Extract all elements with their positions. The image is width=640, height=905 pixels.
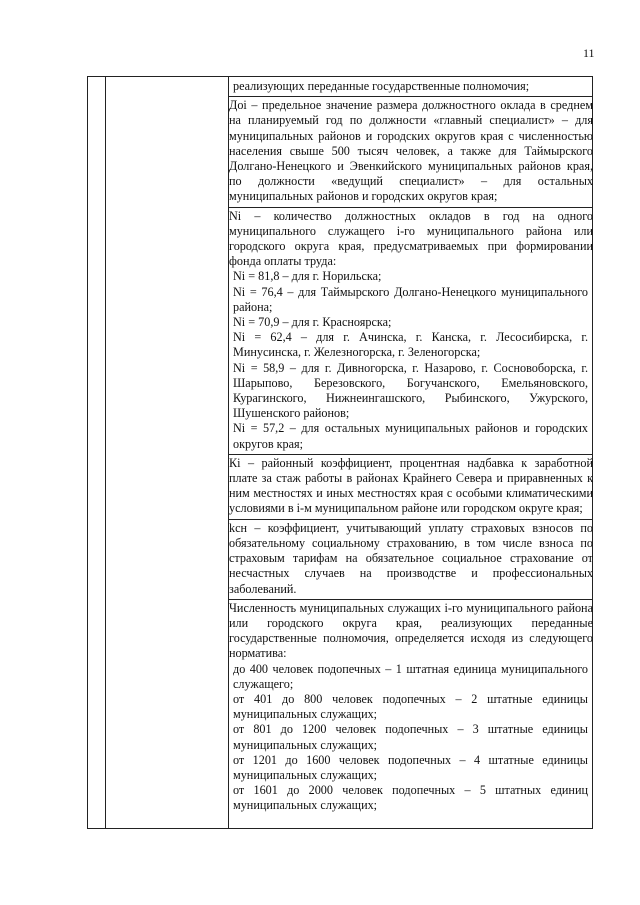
paragraph-doi: Доi – предельное значение размера должностного оклада в среднем на планируемый год по должности «главный специалист» – для муниципальных районов и городских округов края с численностью населения свыше 500 тысяч человек, а также для Таймырского Долгано-Ненецкого и Эвенкийского муниципальных районов края, по должности «ведущий специалист» – для остальных муниципальных районов и городских округов края; [229,98,593,204]
paragraph-staff-count: Численность муниципальных служащих i-го муниципального района или городского округа края, реализующих переданные государственные полномочия, определяется исходя из следующего норматива: [229,600,593,661]
paragraph-1: реализующих переданные государственные полномочия; [233,79,530,93]
paragraph-ki: Кi – районный коэффициент, процентная надбавка к заработной плате за стаж работы в районах Крайнего Севера и приравненных к ним местностях и иных местностях края с особыми климатическими условиями в i-м муниципальном районе или городском округе края; [229,455,593,516]
norm-4: от 1201 до 1600 человек подопечных – 4 штатные единицы муниципальных служащих; [233,752,588,782]
norm-2: от 401 до 800 человек подопечных – 2 штатные единицы муниципальных служащих; [233,691,588,722]
column-divider-1 [105,77,106,828]
ni-divnogorsk: Ni = 58,9 – для г. Дивногорска, г. Назарово, г. Сосновоборска, г. Шарыпово, Березовского, Богучанского, Емельяновского, Курагинского, Нижнеингашского, Рыбинского, Ужурского, Шушенского районов; [233,360,588,421]
ni-taimyr: Ni = 76,4 – для Таймырского Долгано-Ненецкого муниципального района; [233,284,588,314]
ni-norilsk: Ni = 81,8 – для г. Норильска; [233,269,382,284]
page-number: 11 [583,46,595,60]
norm-3: от 801 до 1200 человек подопечных – 3 штатные единицы муниципальных служащих; [233,722,588,752]
paragraph-ksn: kсн – коэффициент, учитывающий уплату страховых взносов по обязательному социальному страхованию, в том числе взноса по страховым тарифам на обязательное социальное страхование от несчастных случаев на производстве и профессиональных заболеваний. [229,520,593,596]
norm-1: до 400 человек подопечных – 1 штатная единица муниципального служащего; [233,661,588,691]
ni-others: Ni = 57,2 – для остальных муниципальных районов и городских округов края; [233,421,588,451]
norm-5: от 1601 до 2000 человек подопечных – 5 штатных единиц муниципальных служащих; [233,783,588,813]
ni-achinsk: Ni = 62,4 – для г. Ачинска, г. Канска, г. Лесосибирска, г. Минусинска, г. Железногорска, г. Зеленогорска; [233,330,588,360]
ni-krasnoyarsk: Ni = 70,9 – для г. Красноярска; [233,315,392,330]
paragraph-ni: Ni – количество должностных окладов в год на одного муниципального служащего i-го муниципального района или городского округа края, предусматриваемых при формировании фонда оплаты труда: [229,208,593,269]
table-cell-text [229,79,593,814]
